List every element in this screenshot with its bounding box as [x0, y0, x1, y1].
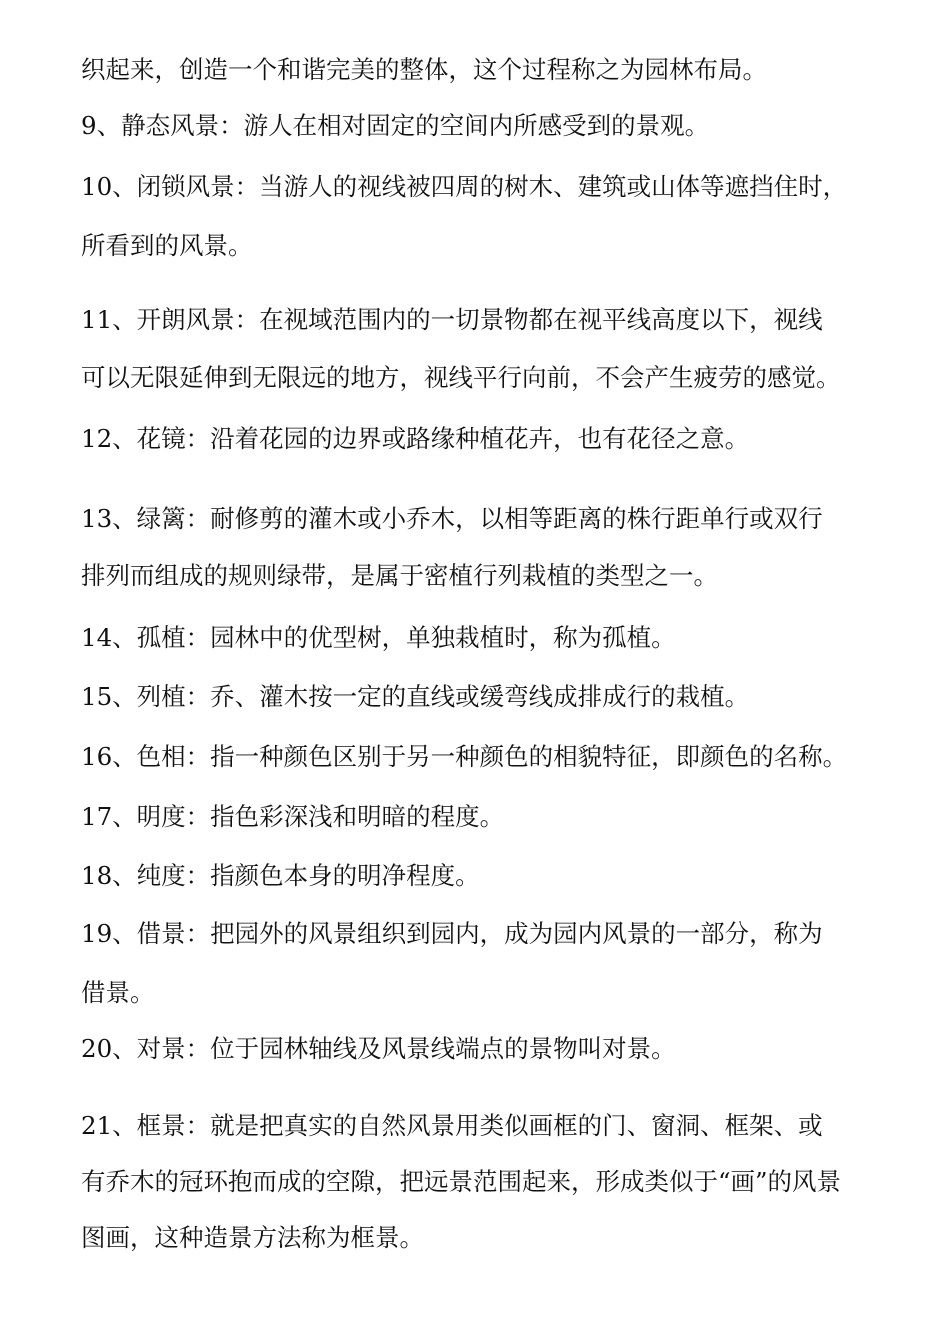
text-line: 图画，这种造景方法称为框景。	[81, 1223, 424, 1252]
text-line: 借景。	[81, 978, 155, 1007]
text-line: 13、绿篱：耐修剪的灌木或小乔木，以相等距离的株行距单行或双行	[81, 504, 823, 533]
text-line: 织起来，创造一个和谐完美的整体，这个过程称之为园林布局。	[81, 55, 767, 84]
text-line: 可以无限延伸到无限远的地方，视线平行向前，不会产生疲劳的感觉。	[81, 363, 841, 392]
text-line: 所看到的风景。	[81, 231, 253, 260]
text-line: 20、对景：位于园林轴线及风景线端点的景物叫对景。	[81, 1034, 676, 1063]
text-line: 排列而组成的规则绿带，是属于密植行列栽植的类型之一。	[81, 561, 718, 590]
text-line: 有乔木的冠环抱而成的空隙，把远景范围起来，形成类似于“画”的风景	[81, 1167, 842, 1196]
text-line: 21、框景：就是把真实的自然风景用类似画框的门、窗洞、框架、或	[81, 1111, 823, 1140]
text-line: 14、孤植：园林中的优型树，单独栽植时，称为孤植。	[81, 623, 676, 652]
text-line: 18、纯度：指颜色本身的明净程度。	[81, 861, 480, 890]
text-line: 10、闭锁风景：当游人的视线被四周的树木、建筑或山体等遮挡住时，	[81, 172, 848, 201]
text-line: 19、借景：把园外的风景组织到园内，成为园内风景的一部分，称为	[81, 919, 823, 948]
text-line: 9、静态风景：游人在相对固定的空间内所感受到的景观。	[81, 111, 710, 140]
text-line: 16、色相：指一种颜色区别于另一种颜色的相貌特征，即颜色的名称。	[81, 742, 848, 771]
text-line: 17、明度：指色彩深浅和明暗的程度。	[81, 802, 505, 831]
text-line: 15、列植：乔、灌木按一定的直线或缓弯线成排成行的栽植。	[81, 682, 750, 711]
text-line: 12、花镜：沿着花园的边界或路缘种植花卉，也有花径之意。	[81, 424, 750, 453]
text-line: 11、开朗风景：在视域范围内的一切景物都在视平线高度以下，视线	[81, 305, 823, 334]
